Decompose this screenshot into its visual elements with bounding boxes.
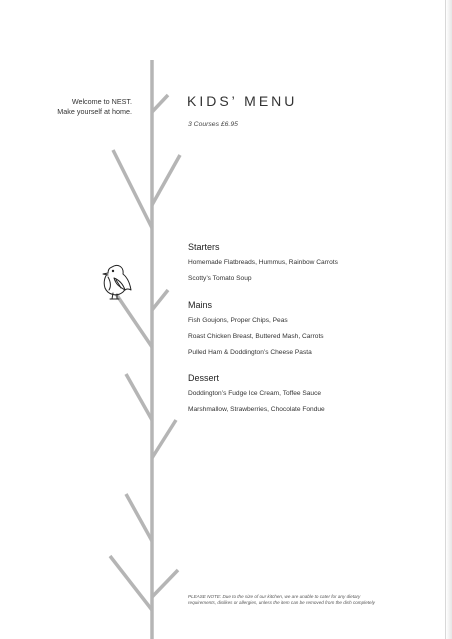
menu-item: Roast Chicken Breast, Buttered Mash, Carrots: [188, 333, 324, 340]
bird-icon: [100, 262, 134, 302]
branch-twig: [126, 374, 152, 420]
section-title: Mains: [188, 300, 213, 310]
branch-twig: [113, 150, 152, 228]
welcome-message: [12, 97, 132, 117]
menu-item: Scotty’s Tomato Soup: [188, 275, 252, 282]
branch-twig: [152, 570, 178, 597]
branch-twig: [152, 290, 168, 310]
branch-twig: [126, 494, 152, 541]
section-title: Dessert: [188, 373, 220, 383]
menu-item: Fish Goujons, Proper Chips, Peas: [188, 317, 288, 324]
branch-twig: [110, 556, 152, 610]
welcome-tagline: Make yourself at home.: [57, 107, 132, 116]
menu-price: 3 Courses £6.95: [188, 121, 238, 128]
branch-twig: [152, 95, 168, 112]
allergy-note: PLEASE NOTE: Due to the size of our kitchen, we are unable to cater for any dietary requirements, dislikes or allergies, unless the item can be removed from the dish completely: [188, 594, 375, 605]
section-starters: [188, 242, 338, 291]
menu-item: Homemade Flatbreads, Hummus, Rainbow Carrots: [188, 259, 338, 266]
branch-twig: [152, 155, 180, 205]
menu-title: KIDS’ MENU: [187, 93, 298, 109]
branch-twig: [152, 420, 176, 458]
welcome-line: Welcome to NEST.: [71, 97, 132, 106]
section-dessert: [188, 373, 325, 422]
menu-item: Pulled Ham & Doddington’s Cheese Pasta: [188, 349, 312, 356]
menu-item: Doddington’s Fudge Ice Cream, Toffee Sauce: [188, 390, 322, 397]
menu-item: Marshmallow, Strawberries, Chocolate Fondue: [188, 406, 325, 413]
section-mains: [188, 300, 324, 365]
section-title: Starters: [188, 242, 220, 252]
